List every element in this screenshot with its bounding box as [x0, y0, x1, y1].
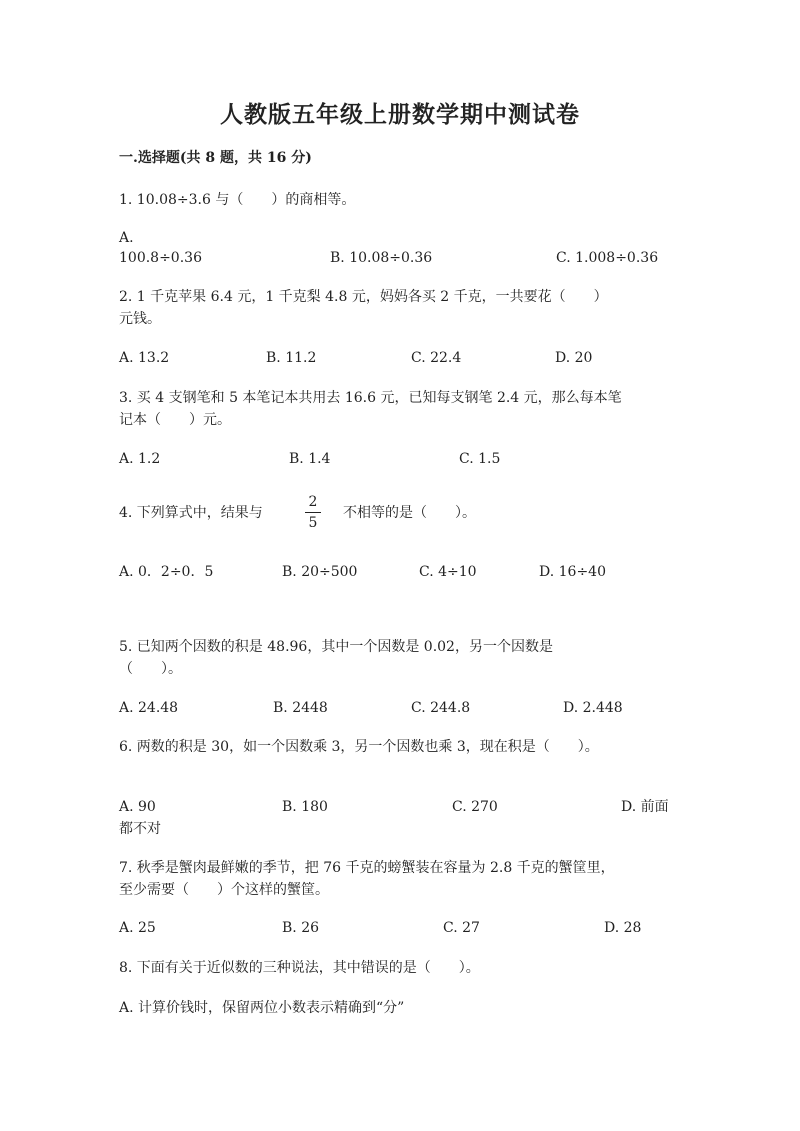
- question-4-stem-suffix: 不相等的是（ ）。: [343, 505, 476, 521]
- question-7-option-c: C. 27: [443, 920, 480, 936]
- question-2-option-d: D. 20: [555, 350, 593, 366]
- question-8-option-a: A. 计算价钱时，保留两位小数表示精确到“分”: [119, 1000, 405, 1016]
- question-5-stem-line2: （ ）。: [119, 661, 182, 677]
- question-7-option-d: D. 28: [604, 920, 642, 936]
- question-7-option-b: B. 26: [282, 920, 320, 936]
- fraction-bar: [305, 512, 321, 513]
- question-2-option-c: C. 22.4: [411, 350, 462, 366]
- question-4-option-d: D. 16÷40: [539, 564, 606, 580]
- question-6-option-d-line1: D. 前面: [621, 799, 669, 815]
- question-6-option-d-line2: 都不对: [119, 821, 161, 837]
- question-5-stem-line1: 5. 已知两个因数的积是 48.96，其中一个因数是 0.02，另一个因数是: [119, 639, 553, 655]
- question-6-stem: 6. 两数的积是 30，如一个因数乘 3，另一个因数也乘 3，现在积是（ ）。: [119, 739, 599, 755]
- question-4-option-c: C. 4÷10: [419, 564, 477, 580]
- question-5-option-a: A. 24.48: [119, 700, 179, 716]
- question-4-option-a: A. 0．2÷0．5: [119, 564, 214, 580]
- question-7-stem-line1: 7. 秋季是蟹肉最鲜嫩的季节，把 76 千克的螃蟹装在容量为 2.8 千克的蟹筐里，: [119, 860, 615, 876]
- question-8-stem: 8. 下面有关于近似数的三种说法，其中错误的是（ ）。: [119, 960, 480, 976]
- page-title: 人教版五年级上册数学期中测试卷: [220, 101, 580, 128]
- question-1-option-a: 100.8÷0.36: [119, 250, 202, 266]
- question-3-option-b: B. 1.4: [289, 451, 331, 467]
- question-2-stem-line2: 元钱。: [119, 311, 161, 327]
- question-1-option-a-label: A.: [119, 230, 134, 246]
- question-1-stem: 1. 10.08÷3.6 与（ ）的商相等。: [119, 192, 356, 208]
- question-7-stem-line2: 至少需要（ ）个这样的蟹筐。: [119, 882, 329, 898]
- question-3-stem-line1: 3. 买 4 支钢笔和 5 本笔记本共用去 16.6 元，已知每支钢笔 2.4 元，那么每本笔: [119, 390, 622, 406]
- question-3-option-c: C. 1.5: [459, 451, 501, 467]
- question-7-option-a: A. 25: [119, 920, 156, 936]
- question-5-option-b: B. 2448: [273, 700, 328, 716]
- question-6-option-c: C. 270: [452, 799, 498, 815]
- question-2-option-a: A. 13.2: [119, 350, 170, 366]
- section-heading: 一.选择题(共 8 题，共 16 分): [119, 150, 312, 166]
- question-5-option-d: D. 2.448: [563, 700, 623, 716]
- question-3-stem-line2: 记本（ ）元。: [119, 412, 231, 428]
- question-3-option-a: A. 1.2: [119, 451, 161, 467]
- fraction-numerator: 2: [308, 494, 318, 510]
- fraction-denominator: 5: [308, 515, 318, 531]
- question-2-option-b: B. 11.2: [266, 350, 317, 366]
- question-6-option-a: A. 90: [119, 799, 156, 815]
- question-6-option-b: B. 180: [282, 799, 328, 815]
- question-1-option-b: B. 10.08÷0.36: [330, 250, 433, 266]
- fraction-two-fifths: [304, 494, 322, 531]
- question-2-stem-line1: 2. 1 千克苹果 6.4 元，1 千克梨 4.8 元，妈妈各买 2 千克，一共要花（ ）: [119, 289, 608, 305]
- question-4-option-b: B. 20÷500: [282, 564, 358, 580]
- question-1-option-c: C. 1.008÷0.36: [556, 250, 659, 266]
- question-5-option-c: C. 244.8: [411, 700, 471, 716]
- question-4-stem-prefix: 4. 下列算式中，结果与: [119, 505, 263, 521]
